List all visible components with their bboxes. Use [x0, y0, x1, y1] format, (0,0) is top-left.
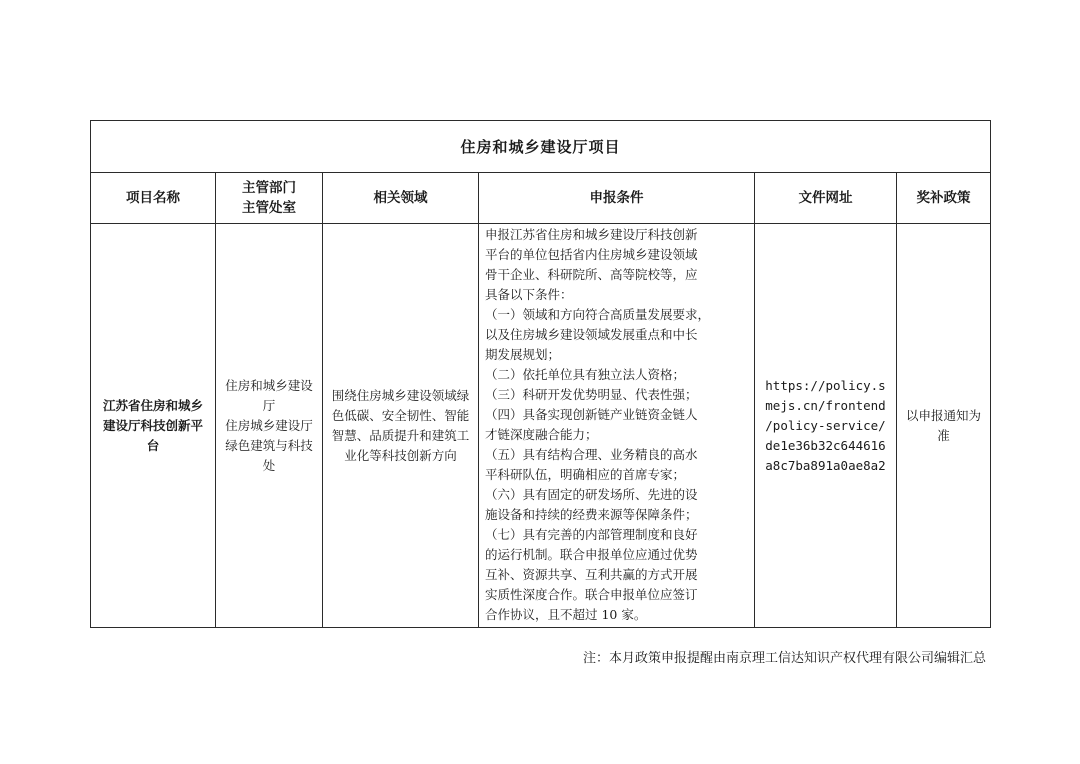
- url-line[interactable]: mejs.cn/frontend: [765, 397, 886, 413]
- url-line[interactable]: /policy-service/: [765, 417, 886, 433]
- url-line[interactable]: de1e36b32c644616: [765, 437, 886, 453]
- condition-line: （二）依托单位具有独立法人资格；: [485, 367, 686, 382]
- footnote: 注：本月政策申报提醒由南京理工信达知识产权代理有限公司编辑汇总: [582, 651, 986, 666]
- condition-line: （一）领域和方向符合高质量发展要求，: [485, 307, 711, 322]
- table-header-row: [91, 173, 991, 224]
- header-field: 相关领域: [323, 173, 479, 224]
- header-department: [216, 173, 323, 224]
- condition-line: 互补、资源共享、互利共赢的方式开展: [485, 567, 698, 582]
- project-name-cell: 江苏省住房和城乡建设厅科技创新平台: [91, 224, 216, 628]
- conditions-cell: [479, 224, 755, 628]
- header-conditions: 申报条件: [479, 173, 755, 224]
- department-text: 住房和城乡建设厅: [225, 377, 313, 413]
- condition-line: 平科研队伍，明确相应的首席专家；: [485, 467, 686, 482]
- project-table: [90, 120, 991, 628]
- condition-line: 合作协议，且不超过 10 家。: [485, 607, 647, 622]
- url-cell[interactable]: [755, 224, 897, 628]
- table-title-row: [91, 121, 991, 173]
- condition-line: 施设备和持续的经费来源等保障条件；: [485, 507, 698, 522]
- office-text: 住房城乡建设厅绿色建筑与科技处: [225, 417, 313, 473]
- department-cell: [216, 224, 323, 628]
- condition-line: 以及住房城乡建设领域发展重点和中长: [485, 327, 698, 342]
- table-title: 住房和城乡建设厅项目: [91, 121, 991, 173]
- condition-line: （四）具备实现创新链产业链资金链人: [485, 407, 698, 422]
- header-department-line2: 主管处室: [242, 200, 296, 216]
- condition-line: 期发展规划；: [485, 347, 561, 362]
- table-row: [91, 224, 991, 628]
- condition-line: 的运行机制。联合申报单位应通过优势: [485, 547, 698, 562]
- header-url: 文件网址: [755, 173, 897, 224]
- url-line[interactable]: a8c7ba891a0ae8a2: [765, 457, 886, 473]
- condition-line: （五）具有结构合理、业务精良的高水: [485, 447, 698, 462]
- condition-line: 骨干企业、科研院所、高等院校等，应: [485, 267, 698, 282]
- condition-line: （六）具有固定的研发场所、先进的设: [485, 487, 698, 502]
- condition-line: 实质性深度合作。联合申报单位应签订: [485, 587, 698, 602]
- field-cell: 围绕住房城乡建设领域绿色低碳、安全韧性、智能智慧、品质提升和建筑工业化等科技创新方向: [323, 224, 479, 628]
- condition-line: 才链深度融合能力；: [485, 427, 598, 442]
- url-line[interactable]: https://policy.s: [765, 377, 886, 393]
- condition-line: 平台的单位包括省内住房城乡建设领域: [485, 247, 698, 262]
- header-project-name: 项目名称: [91, 173, 216, 224]
- condition-line: 申报江苏省住房和城乡建设厅科技创新: [485, 227, 698, 242]
- policy-cell: 以申报通知为准: [897, 224, 991, 628]
- condition-line: （七）具有完善的内部管理制度和良好: [485, 527, 698, 542]
- header-department-line1: 主管部门: [242, 180, 296, 196]
- header-policy: 奖补政策: [897, 173, 991, 224]
- condition-line: 具备以下条件：: [485, 287, 573, 302]
- condition-line: （三）科研开发优势明显、代表性强；: [485, 387, 698, 402]
